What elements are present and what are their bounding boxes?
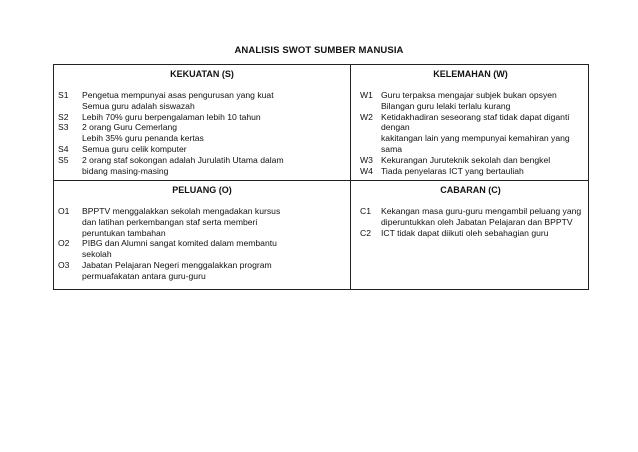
item-line: Ketidakhadiran seseorang staf tidak dapat diganti dengan [381,111,570,133]
strengths-heading: KEKUATAN (S) [170,69,234,79]
item-line: Semua guru celik komputer [82,143,187,154]
weaknesses-quadrant [351,65,590,176]
list-item [54,122,350,144]
item-text [82,238,350,260]
item-line: Guru terpaksa mengajar subjek bukan opsyen [381,90,557,100]
opportunities-heading: PELUANG (O) [172,185,232,195]
item-line: Kekurangan Juruteknik sekolah dan bengkel [381,154,551,165]
threats-quadrant [351,181,590,238]
item-line: Jabatan Pelajaran Negeri menggalakkan program [82,259,272,270]
item-text [381,112,590,155]
list-item [54,155,350,177]
item-line: dan latihan perkembangan staf serta memberi [82,216,258,227]
item-code: W4 [360,165,373,176]
item-code: S4 [58,143,69,154]
item-line: Semua guru adalah siswazah [82,100,195,111]
list-item [351,155,590,166]
strengths-quadrant [54,65,350,176]
item-code: O2 [58,238,70,249]
item-code: W2 [360,111,373,122]
item-code: S2 [58,111,69,122]
item-line: Lebih 35% guru penanda kertas [82,133,204,144]
list-item [351,166,590,177]
item-code: S1 [58,90,69,100]
item-line: diperuntukkan oleh Jabatan Pelajaran dan BPPTV [381,216,573,227]
list-item [54,112,350,123]
item-line: 2 orang Guru Cemerlang [82,122,178,133]
item-line: sekolah [82,249,112,260]
list-item [54,238,350,260]
item-text [82,90,350,112]
item-line: permuafakatan antara guru-guru [82,270,206,281]
item-code: C2 [360,227,371,238]
item-line: ICT tidak dapat diikuti oleh sebahagian guru [381,227,549,238]
item-text [381,155,590,166]
list-item [54,260,350,282]
item-line: BPPTV menggalakkan sekolah mengadakan kursus [82,206,281,216]
item-code: C1 [360,206,371,216]
list-item [351,228,590,239]
item-line: Kekangan masa guru-guru mengambil peluang yang [381,206,582,216]
item-line: kakitangan lain yang mempunyai kemahiran yang sama [381,133,570,154]
threats-heading: CABARAN (C) [440,185,501,195]
item-code: S3 [58,122,69,133]
weaknesses-heading: KELEMAHAN (W) [433,69,508,79]
item-line: peruntukan tambahan [82,227,166,238]
threats-list [351,201,590,238]
item-text [381,206,590,228]
list-item [54,206,350,238]
list-item [351,112,590,155]
document-title: ANALISIS SWOT SUMBER MANUSIA [234,45,404,56]
list-item [54,144,350,155]
item-code: O1 [58,206,70,216]
item-line: PIBG dan Alumni sangat komited dalam membantu [82,238,277,249]
item-text [82,155,350,177]
opportunities-list [54,201,350,282]
item-text [381,166,590,177]
swot-table [53,64,589,290]
item-code: O3 [58,259,70,270]
item-text [82,122,350,144]
opportunities-quadrant [54,181,350,282]
item-text [82,206,350,238]
item-line: bidang masing-masing [82,165,169,176]
weaknesses-list [351,85,590,176]
item-text [82,144,350,155]
item-line: Lebih 70% guru berpengalaman lebih 10 tahun [82,111,261,122]
item-code: W3 [360,154,373,165]
item-line: Bilangan guru lelaki terlalu kurang [381,100,511,111]
item-text [82,112,350,123]
item-text [381,90,590,112]
item-line: 2 orang staf sokongan adalah Jurulatih Utama dalam [82,154,284,165]
list-item [54,90,350,112]
item-line: Tiada penyelaras ICT yang bertauliah [381,165,524,176]
item-text [381,228,590,239]
strengths-list [54,85,350,176]
list-item [351,90,590,112]
item-code: W1 [360,90,373,100]
item-line: Pengetua mempunyai asas pengurusan yang kuat [82,90,274,100]
list-item [351,206,590,228]
item-text [82,260,350,282]
item-code: S5 [58,154,69,165]
